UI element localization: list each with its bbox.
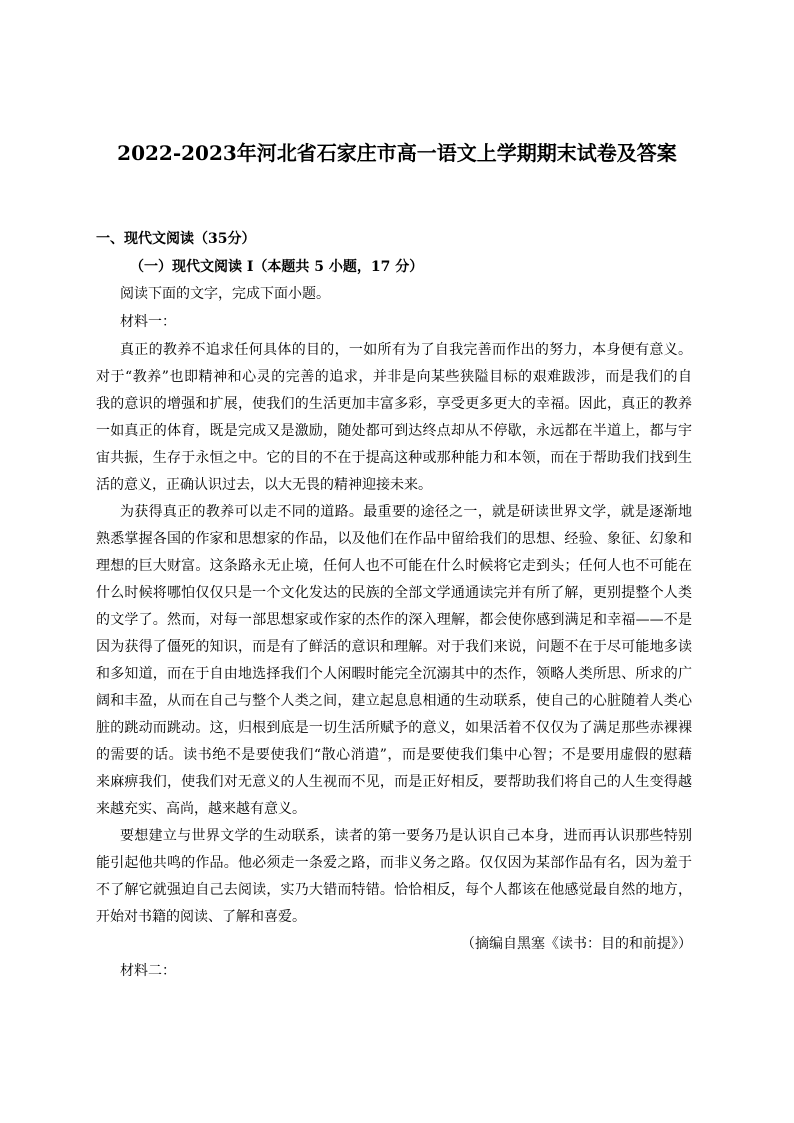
paragraph-line: 的需要的话。读书绝不是要使我们“散心消遣”，而是要使我们集中心智；不是要用虚假的慰藉 (96, 747, 692, 763)
paragraph-line: 不了解它就强迫自己去阅读，实乃大错而特错。恰恰相反，每个人都该在他感觉最自然的地方， (96, 882, 692, 898)
paragraph-line: 脏的跳动而跳动。这，归根到底是一切生活所赋予的意义，如果活着不仅仅为了满足那些赤裸裸 (96, 720, 692, 736)
material-1-label: 材料一： (120, 314, 176, 331)
paragraph-line: 为获得真正的教养可以走不同的道路。最重要的途径之一，就是研读世界文学，就是逐渐地 (120, 504, 692, 520)
paragraph-line: 熟悉掌握各国的作家和思想家的作品，以及他们在作品中留给我们的思想、经验、象征、幻象和 (96, 531, 692, 547)
paragraph-line: 和多知道，而在于自由地选择我们个人闲暇时能完全沉溺其中的杰作，领略人类所思、所求的广 (96, 666, 692, 682)
document-title: 2022-2023年河北省石家庄市高一语文上学期期末试卷及答案 (117, 141, 677, 165)
paragraph-line: 一如真正的体育，既是完成又是激励，随处都可到达终点却从不停歇，永远都在半道上，都与宇 (96, 423, 692, 439)
paragraph-line: 真正的教养不追求任何具体的目的，一如所有为了自我完善而作出的努力，本身便有意义。 (120, 342, 692, 358)
paragraph-line: 活的意义，正确认识过去，以大无畏的精神迎接未来。 (96, 477, 432, 493)
instruction: 阅读下面的文字，完成下面小题。 (120, 286, 330, 303)
material-2-label: 材料二： (120, 963, 176, 979)
paragraph-line: 阔和丰盈，从而在自己与整个人类之间，建立起息息相通的生动联系，使自己的心脏随着人类心 (96, 693, 692, 709)
paragraph-line: 宙共振，生存于永恒之中。它的目的不在于提高这种或那种能力和本领，而在于帮助我们找到生 (96, 450, 692, 466)
sub-heading: （一）现代文阅读 I（本题共 5 小题，17 分） (130, 258, 424, 275)
paragraph-line: 开始对书籍的阅读、了解和喜爱。 (96, 909, 306, 925)
paragraph-line: 对于“教养”也即精神和心灵的完善的追求，并非是向某些狭隘目标的艰难跋涉，而是我们的自 (96, 369, 692, 385)
paragraphs (96, 337, 692, 931)
paragraph-line: 要想建立与世界文学的生动联系，读者的第一要务乃是认识自己本身，进而再认识那些特别 (120, 828, 692, 844)
paragraph (96, 337, 692, 499)
paragraph-line: 来越充实、高尚，越来越有意义。 (96, 801, 306, 817)
paragraph-line: 来麻痹我们，使我们对无意义的人生视而不见，而是正好相反，要帮助我们将自己的人生变得越 (96, 774, 692, 790)
paragraph-line: 的文学了。然而，对每一部思想家或作家的杰作的深入理解，都会使你感到满足和幸福——不是 (96, 612, 692, 628)
paragraph-line: 因为获得了僵死的知识，而是有了鲜活的意识和理解。对于我们来说，问题不在于尽可能地多读 (96, 639, 692, 655)
section-header-block (96, 226, 692, 337)
paragraph-line: 理想的巨大财富。这条路永无止境，任何人也不可能在什么时候将它走到头；任何人也不可能在 (96, 558, 692, 574)
article-body (96, 337, 692, 985)
paragraph-line: 能引起他共鸣的作品。他必须走一条爱之路，而非义务之路。仅仅因为某部作品有名，因为羞于 (96, 855, 692, 871)
paragraph (96, 823, 692, 931)
section-heading: 一、现代文阅读（35分） (96, 231, 256, 247)
paragraph-line: 什么时候将哪怕仅仅只是一个文化发达的民族的全部文学通通读完并有所了解，更别提整个人类 (96, 585, 692, 601)
paragraph-line: 我的意识的增强和扩展，使我们的生活更加丰富多彩，享受更多更大的幸福。因此，真正的教养 (96, 396, 692, 412)
citation: （摘编自黑塞《读书：目的和前提》） (461, 936, 692, 952)
paragraph (96, 499, 692, 823)
